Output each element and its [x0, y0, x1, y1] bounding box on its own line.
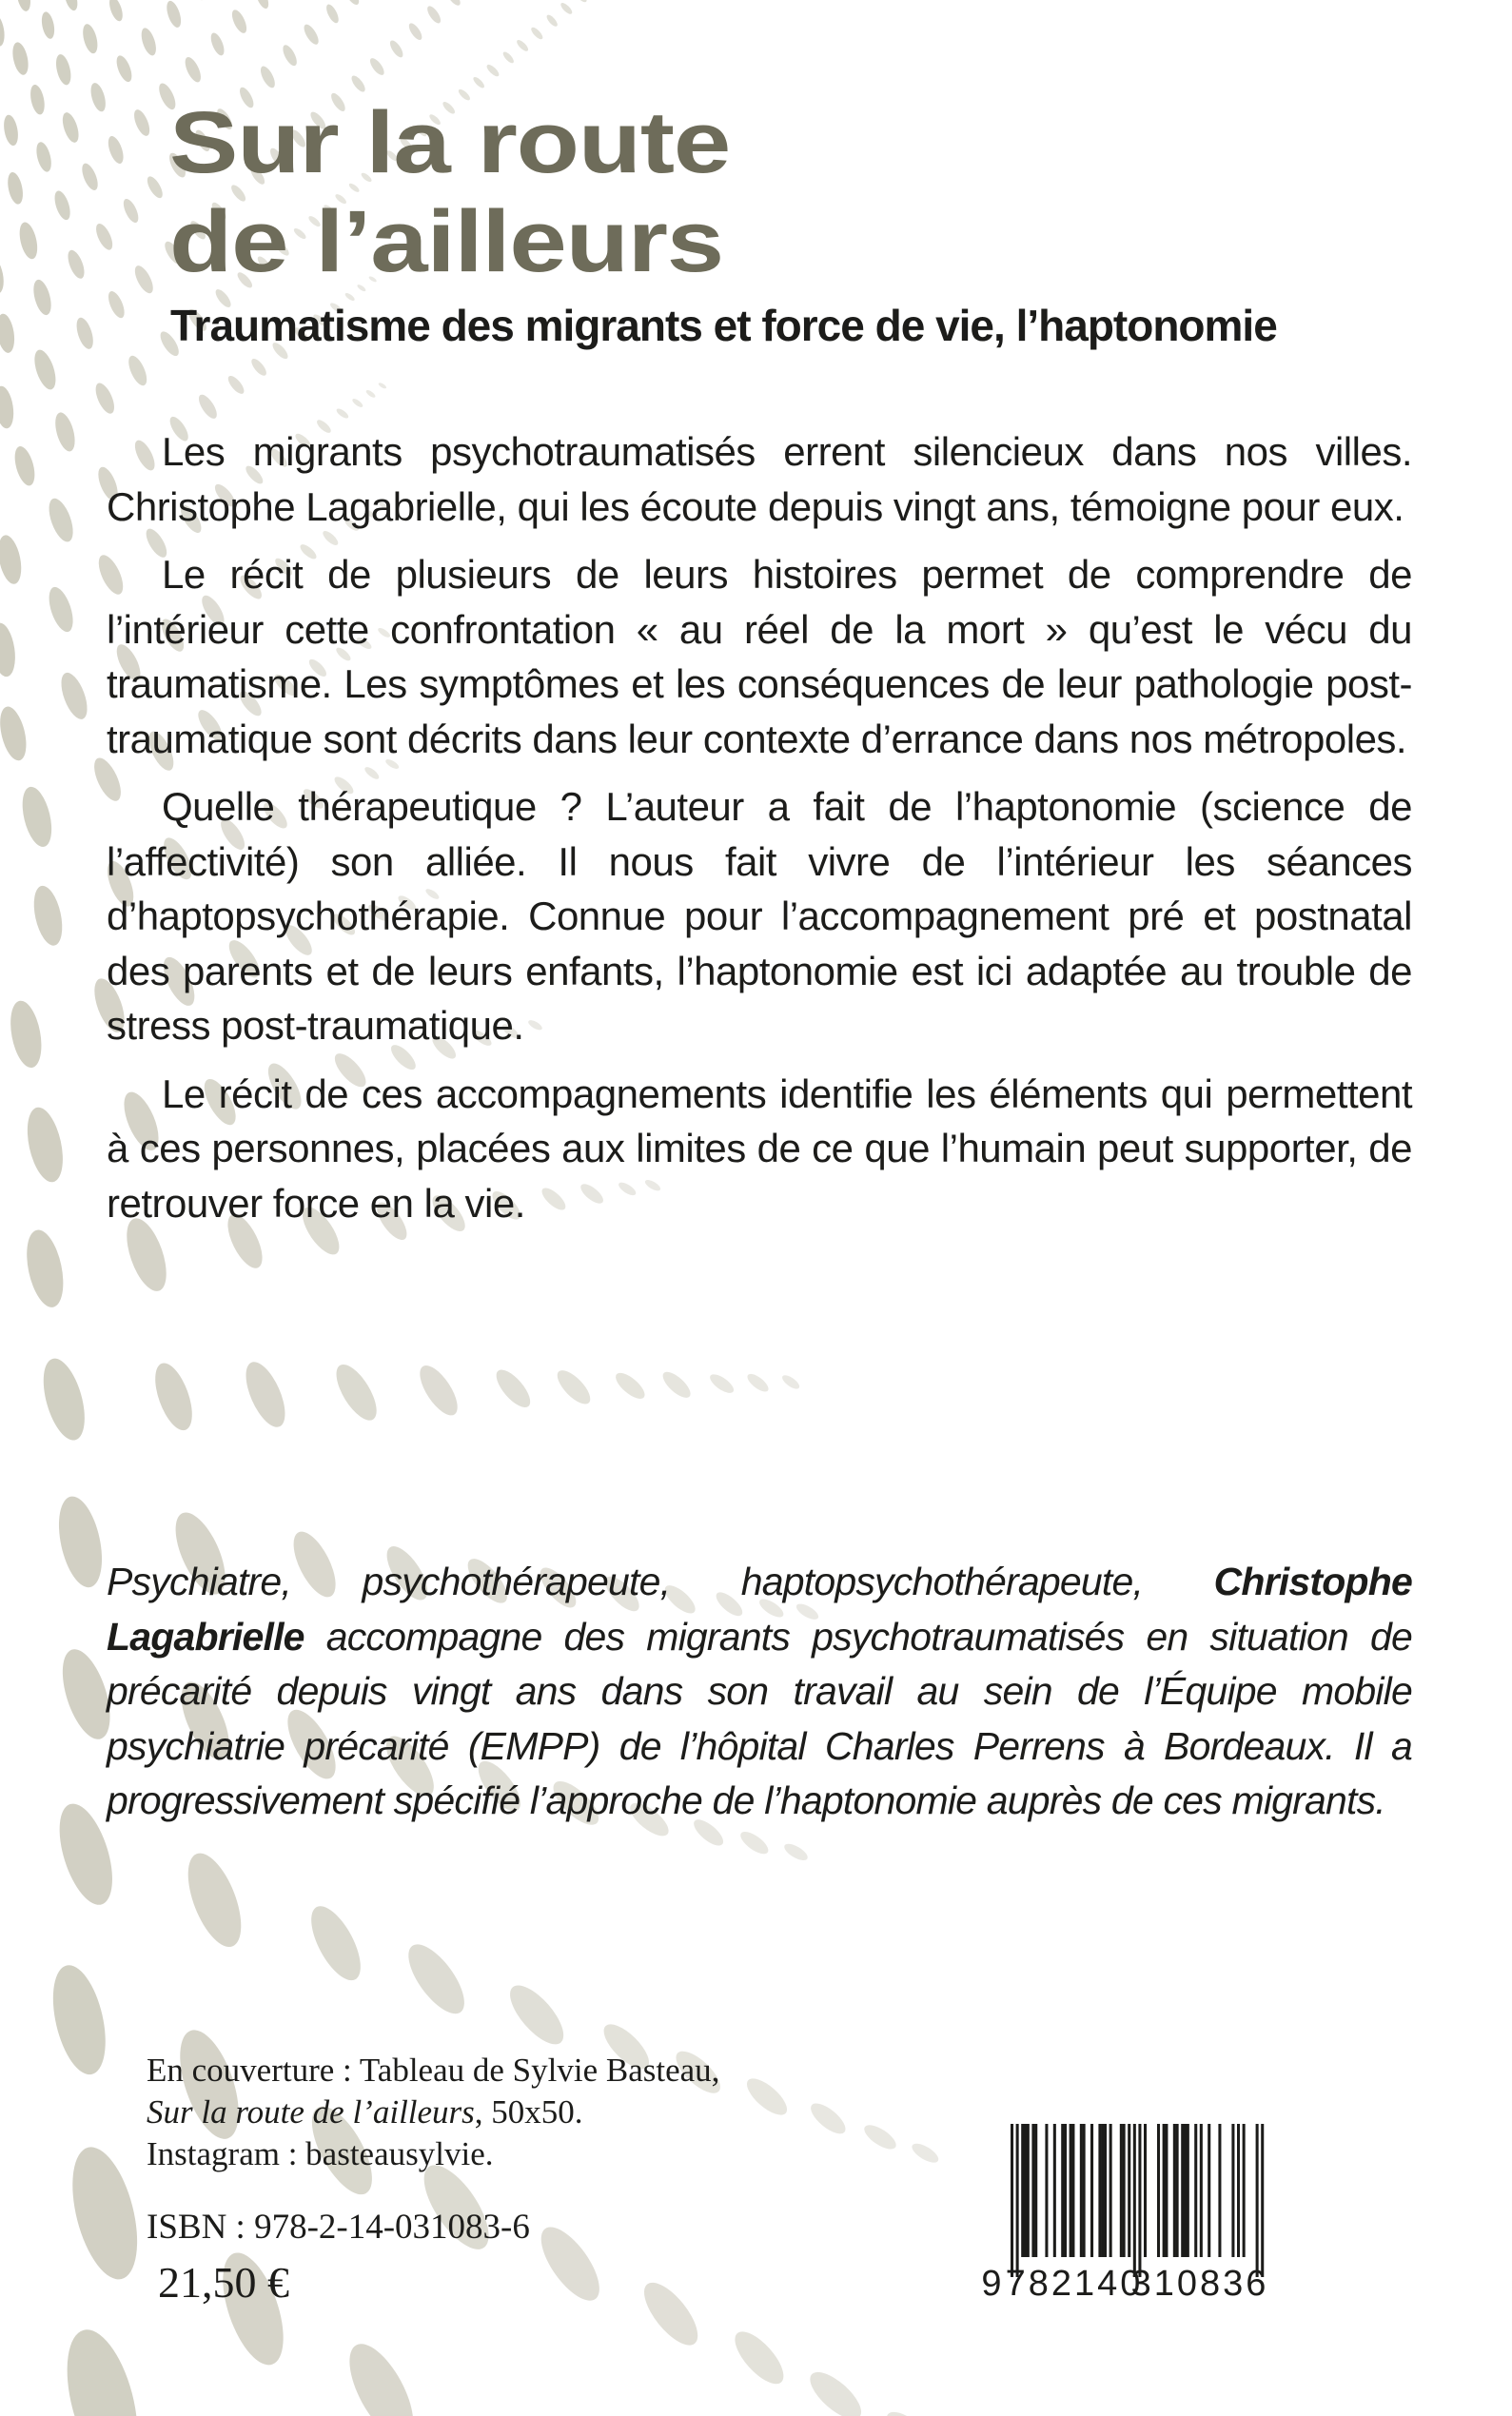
book-title — [169, 93, 730, 291]
isbn-number: ISBN : 978-2-14-031083-6 — [147, 2208, 530, 2247]
price: 21,50 € — [158, 2258, 289, 2307]
summary-paragraph-1: Les migrants psychotraumatisés errent silencieux dans nos villes. Christophe Lagabrielle, qui les écoute depuis vingt ans, témoigne pour eux. — [107, 429, 1412, 529]
book-subtitle: Traumatisme des migrants et force de vie, l’haptonomie — [170, 301, 1277, 350]
ean13-barcode — [972, 2055, 1311, 2331]
book-title-line1: Sur la route — [169, 94, 731, 191]
author-name: Christophe Lagabrielle — [107, 1560, 1412, 1659]
credits-line3: Instagram : basteausylvie. — [147, 2135, 494, 2172]
book-title-line2: de l’ailleurs — [169, 193, 724, 290]
summary-paragraph-4: Le récit de ces accompagnements identifie les éléments qui permettent à ces personnes, placées aux limites de ce que l’humain peut supporter, de retrouver force en la vie. — [107, 1071, 1412, 1226]
author-bio-rest: accompagne des migrants psychotraumatisés en situation de précarité depuis vingt ans dans son travail au sein de l’Équipe mobile psychiatrie précarité (EMPP) de l’hôpital Charles Perrens à Bordeaux. Il a progressivement spécifié l’approche de l’haptonomie auprès de ces migrants. — [107, 1614, 1412, 1822]
author-bio — [107, 1555, 1412, 1829]
back-cover-summary — [107, 424, 1412, 1244]
svg-text:9: 9 — [981, 2264, 1002, 2304]
summary-paragraph-3: Quelle thérapeutique ? L’auteur a fait de l’haptonomie (science de l’affectivité) son alliée. Il nous fait vivre de l’intérieur les séances d’haptopsychothérapie. Connue pour l’accompagnement pré et postnatal des parents et de leurs enfants, l’haptonomie est ici adaptée au trouble de stress post-traumatique. — [107, 784, 1412, 1048]
credits-line1: En couverture : Tableau de Sylvie Basteau, — [147, 2052, 720, 2089]
svg-text:310836: 310836 — [1130, 2264, 1269, 2304]
cover-artwork-credits — [147, 2050, 719, 2175]
svg-text:782140: 782140 — [1005, 2264, 1144, 2304]
credits-line2 — [147, 2092, 719, 2133]
summary-paragraph-2: Le récit de plusieurs de leurs histoires permet de comprendre de l’intérieur cette confrontation « au réel de la mort » qu’est le vécu du traumatisme. Les symptômes et les conséquences de leur pathologie post-traumatique sont décrits dans leur contexte d’errance dans nos métropoles. — [107, 552, 1412, 761]
author-bio-lead: Psychiatre, psychothérapeute, haptopsychothérapeute, — [107, 1560, 1214, 1603]
artwork-size: , 50x50. — [474, 2093, 583, 2131]
artwork-title: Sur la route de l’ailleurs — [147, 2093, 475, 2131]
